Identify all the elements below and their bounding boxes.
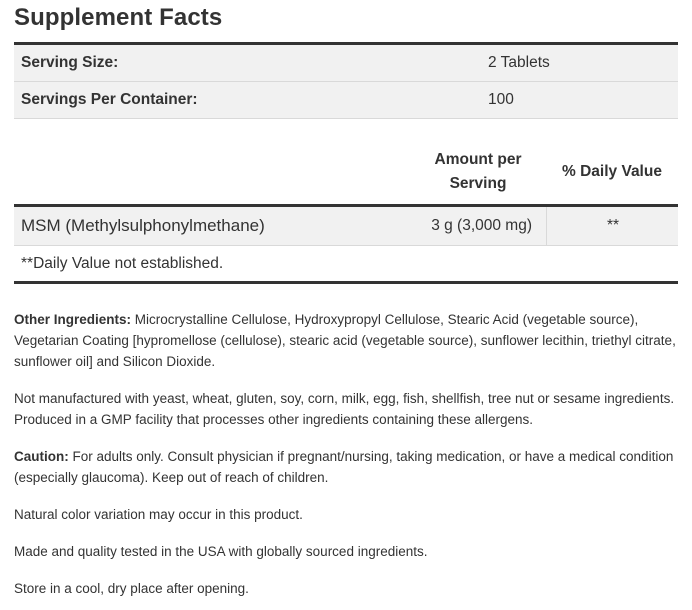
other-ingredients xyxy=(14,309,678,372)
ingredient-amount: 3 g (3,000 mg) xyxy=(431,217,532,234)
storage-note: Store in a cool, dry place after opening. xyxy=(14,581,249,596)
other-ingredients-text: Microcrystalline Cellulose, Hydroxypropyl Cellulose, Stearic Acid (vegetable source), Vegetarian Coating [hypromellose (cellulose), stearic acid (vegetable source), sunflower lecithin, triethyl citrate, sunflower oil] and Silicon Dioxide. xyxy=(14,312,676,369)
serving-size-value: 2 Tablets xyxy=(488,54,550,71)
servings-per-container-row xyxy=(14,82,678,119)
footnote-row xyxy=(14,246,678,282)
caution-text: For adults only. Consult physician if pregnant/nursing, taking medication, or have a medical condition (especially glaucoma). Keep out of reach of children. xyxy=(14,449,674,485)
allergen-statement: Not manufactured with yeast, wheat, gluten, soy, corn, milk, egg, fish, shellfish, tree nut or sesame ingredients. Produced in a GMP facility that processes other ingredients containing these allergens. xyxy=(14,391,675,427)
servings-per-container-label: Servings Per Container: xyxy=(21,91,198,108)
daily-value-header: % Daily Value xyxy=(562,163,662,180)
page-title: Supplement Facts xyxy=(14,4,223,31)
daily-value-footnote: **Daily Value not established. xyxy=(21,255,224,272)
servings-per-container-value: 100 xyxy=(488,91,514,108)
amount-per-serving-header xyxy=(410,148,546,196)
ingredient-row xyxy=(14,207,678,246)
caution-label: Caution: xyxy=(14,449,69,464)
made-in-usa-note: Made and quality tested in the USA with globally sourced ingredients. xyxy=(14,544,428,559)
ingredient-name: MSM (Methylsulphonylmethane) xyxy=(21,216,265,235)
serving-size-label: Serving Size: xyxy=(21,54,119,71)
amount-header-line2: Serving xyxy=(449,175,507,192)
other-ingredients-label: Other Ingredients: xyxy=(14,312,132,327)
bottom-rule xyxy=(14,281,678,284)
caution-statement xyxy=(14,446,678,488)
table-header xyxy=(14,140,678,206)
amount-header-line1: Amount per xyxy=(434,151,522,168)
color-variation-note: Natural color variation may occur in this product. xyxy=(14,507,303,522)
ingredient-daily-value: ** xyxy=(546,207,679,245)
serving-size-row xyxy=(14,45,678,82)
